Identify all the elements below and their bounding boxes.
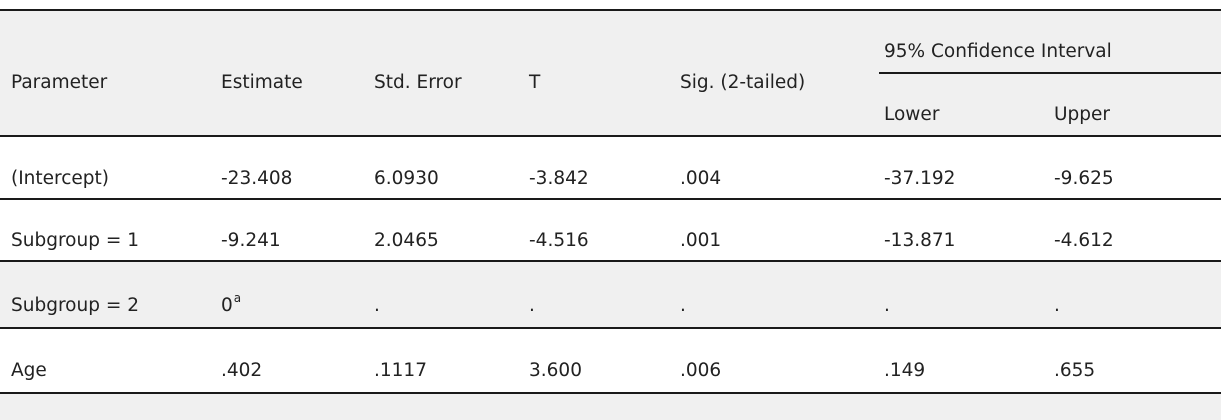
cell-estimate: -23.408 <box>221 168 293 189</box>
ci-rule <box>879 72 1221 74</box>
cell-lower: .149 <box>884 360 926 381</box>
cell-sig: .001 <box>680 230 722 251</box>
cell-estimate: -9.241 <box>221 230 281 251</box>
cell-sig: . <box>680 295 686 316</box>
cell-lower: . <box>884 295 890 316</box>
cell-parameter: Subgroup = 2 <box>11 295 139 316</box>
cell-t: . <box>529 295 535 316</box>
header-estimate: Estimate <box>221 72 303 93</box>
estimate-value: 0 <box>221 295 233 316</box>
cell-t: -4.516 <box>529 230 589 251</box>
cell-t: -3.842 <box>529 168 589 189</box>
row-rule-4 <box>0 392 1221 394</box>
header-t: T <box>529 72 541 93</box>
cell-estimate <box>221 291 242 318</box>
header-sig: Sig. (2-tailed) <box>680 72 806 93</box>
header-ci: 95% Confidence Interval <box>884 41 1112 62</box>
cell-sig: .006 <box>680 360 722 381</box>
cell-upper: . <box>1054 295 1060 316</box>
cell-parameter: (Intercept) <box>11 168 110 189</box>
footnote-marker: a <box>233 291 242 305</box>
cell-lower: -13.871 <box>884 230 956 251</box>
cell-upper: .655 <box>1054 360 1096 381</box>
cell-upper: -9.625 <box>1054 168 1114 189</box>
row-band-subgroup-2 <box>0 261 1221 329</box>
header-std-error: Std. Error <box>374 72 462 93</box>
cell-upper: -4.612 <box>1054 230 1114 251</box>
cell-lower: -37.192 <box>884 168 956 189</box>
cell-std-error: 6.0930 <box>374 168 439 189</box>
top-rule <box>0 9 1221 11</box>
row-rule-3 <box>0 327 1221 329</box>
cell-std-error: . <box>374 295 380 316</box>
header-lower: Lower <box>884 104 940 125</box>
header-parameter: Parameter <box>11 72 108 93</box>
cell-std-error: .1117 <box>374 360 427 381</box>
header-upper: Upper <box>1054 104 1111 125</box>
cell-t: 3.600 <box>529 360 582 381</box>
header-bottom-rule <box>0 135 1221 137</box>
cell-parameter: Age <box>11 360 47 381</box>
row-rule-2 <box>0 260 1221 262</box>
cell-std-error: 2.0465 <box>374 230 439 251</box>
row-rule-1 <box>0 198 1221 200</box>
cell-sig: .004 <box>680 168 722 189</box>
cell-parameter: Subgroup = 1 <box>11 230 139 251</box>
footer-band <box>0 394 1221 420</box>
cell-estimate: .402 <box>221 360 263 381</box>
